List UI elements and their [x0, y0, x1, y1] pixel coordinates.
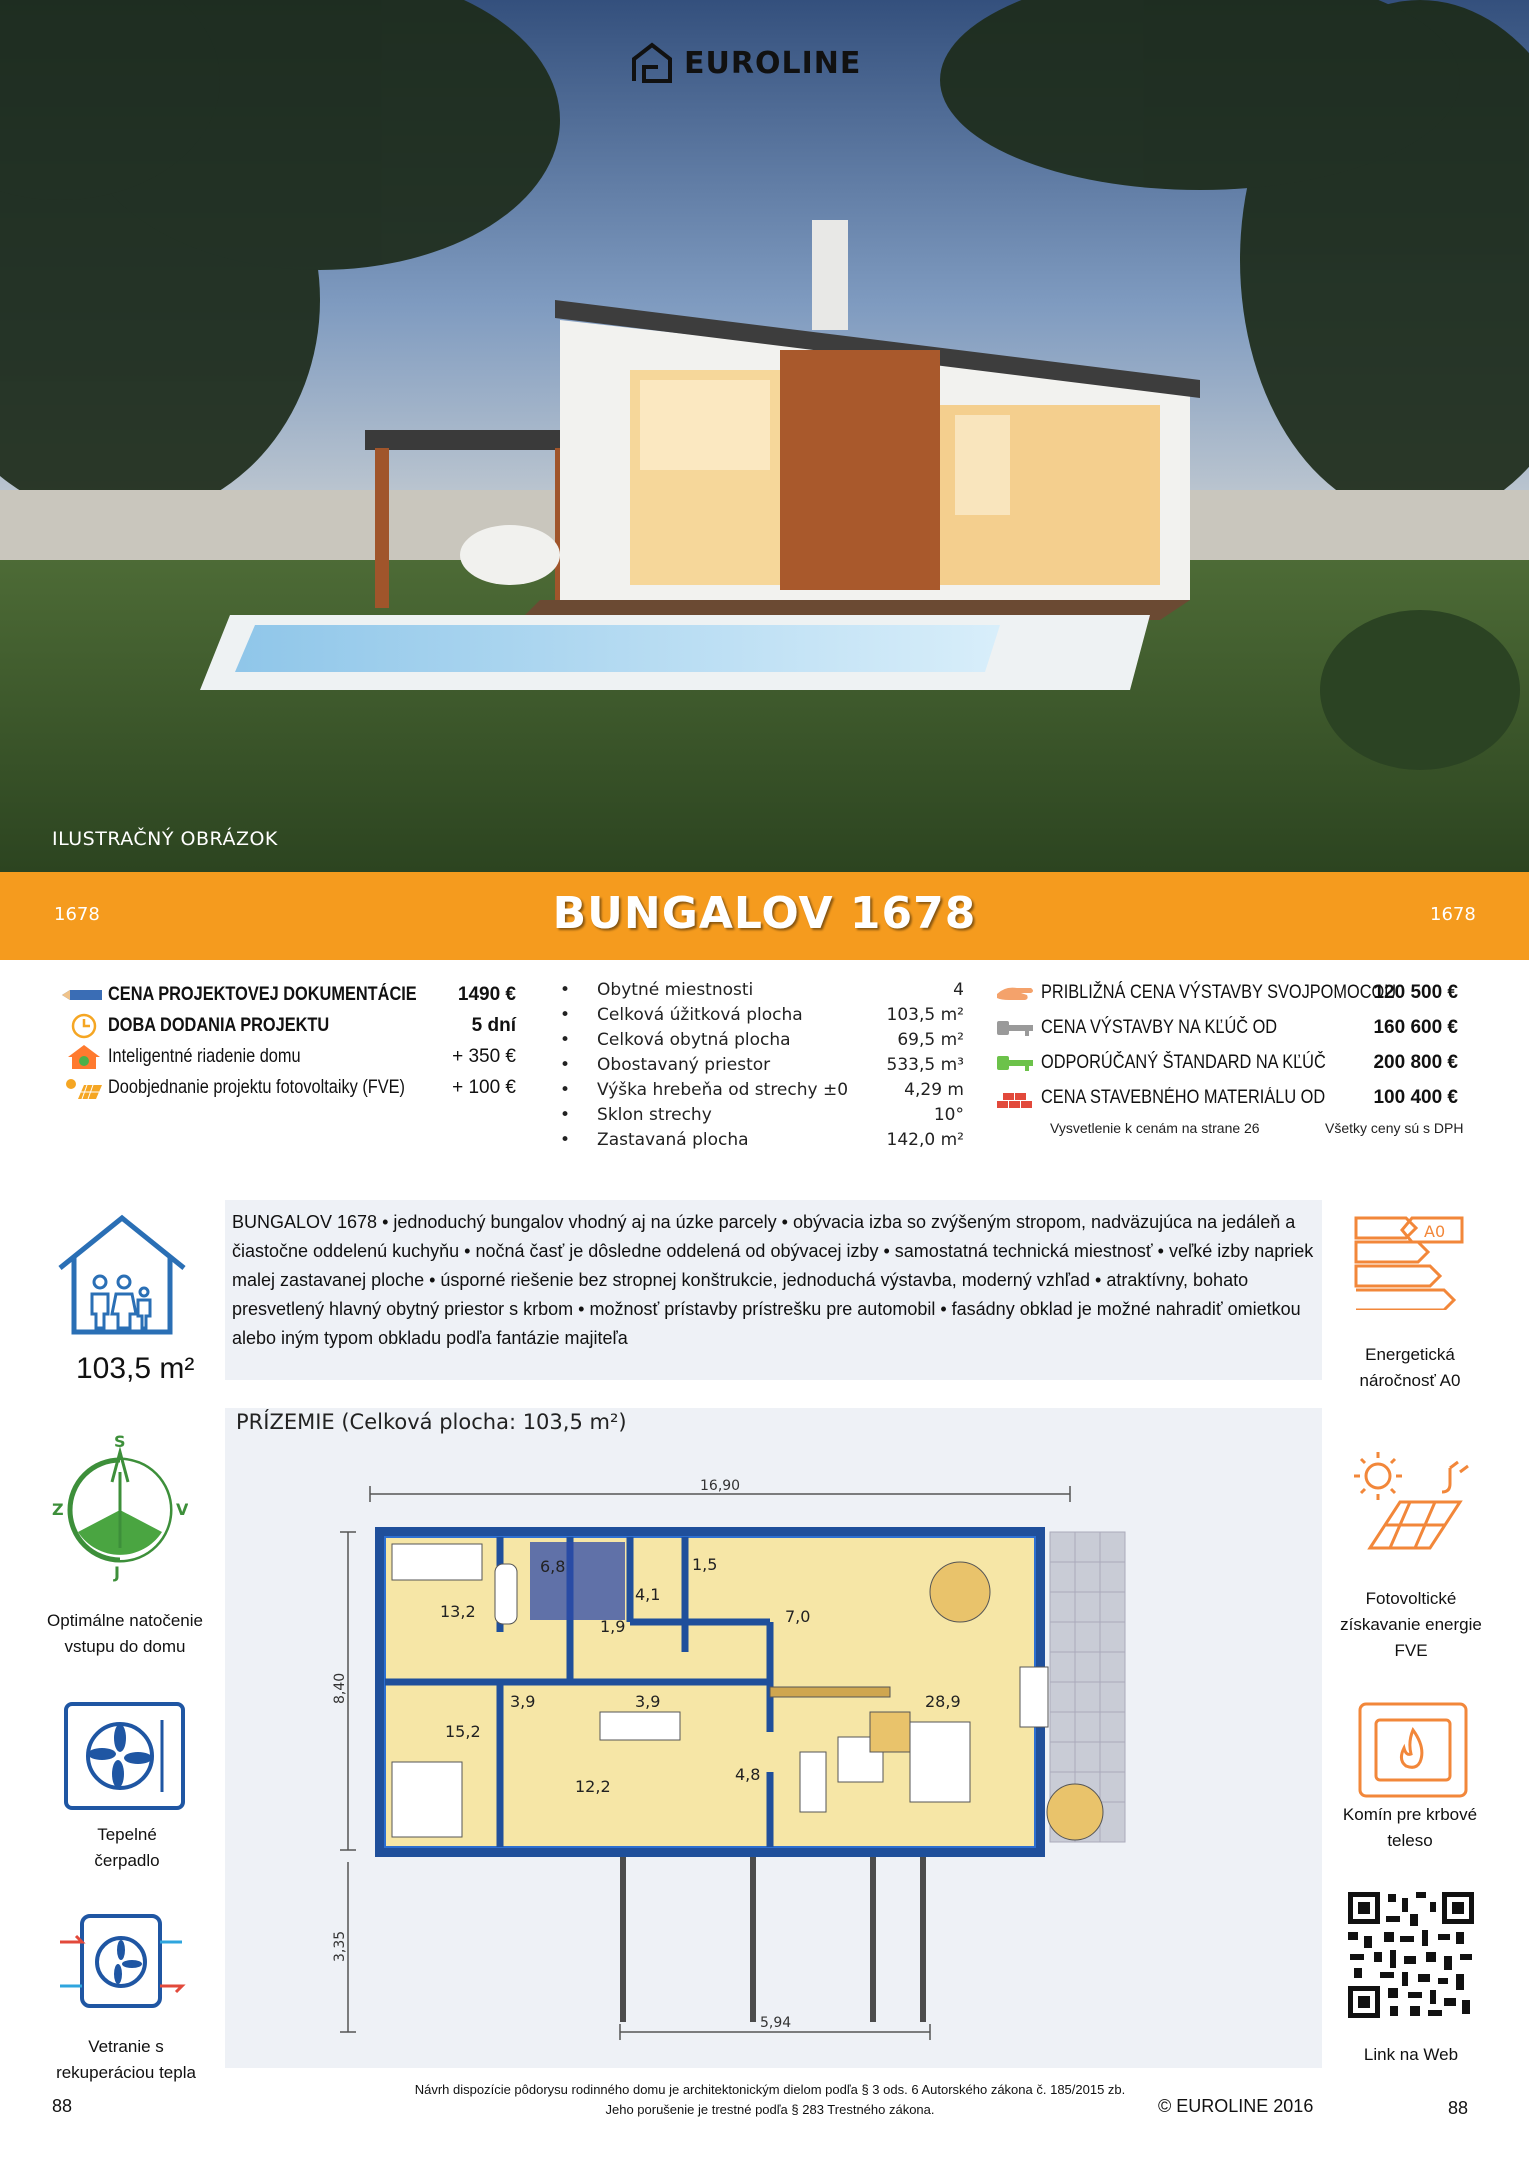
price-label: ODPORÚČANÝ ŠTANDARD NA KĽÚČ [1041, 1052, 1326, 1073]
param-label: • Zastavaná plocha [560, 1130, 749, 1150]
param-value: 4 [953, 980, 964, 1000]
param-value: 10° [933, 1105, 964, 1125]
param-label: • Celková obytná plocha [560, 1030, 791, 1050]
info-label: DOBA DODANIA PROJEKTU [108, 1015, 330, 1036]
solar-panel-icon [62, 1075, 102, 1101]
info-value: 1490 € [457, 984, 516, 1005]
heat-pump-label: Tepelné čerpadlo [94, 1825, 160, 1870]
recuperation-label: Vetranie s rekuperáciou tepla [56, 2037, 196, 2082]
energy-label-icon [1352, 1214, 1466, 1310]
brand-name: EUROLINE [684, 45, 862, 81]
price-row [995, 1050, 1351, 1076]
family-house-icon [52, 1210, 192, 1340]
project-code-right: 1678 [1430, 904, 1476, 925]
floor-plan-title: PRÍZEMIE (Celková plocha: 103,5 m²) [236, 1410, 627, 1434]
house-description: BUNGALOV 1678 • jednoduchý bungalov vhodný aj na úzke parcely • obývacia izba so zvýšeným stropom, nadväzujúca na jedáleň a čiastočne oddelenú kuchyňu • nočná časť je dôsledne oddelená od obývacej izby • samostatná technická miestnosť • veľké izby napriek malej zastavanej ploche • úsporné riešenie bez stropnej konštrukcie, jednoduchá výstavba, moderný vzhľad • atraktívny, bohato presvetlený hlavný obytný priestor s krbom • možnosť prístavby prístrešku pre automobil • fasádny obklad je možné nahradiť omietkou alebo iným typom obkladu podľa fantázie majiteľa [232, 1212, 1314, 1348]
room-area: 3,9 [510, 1692, 536, 1711]
room-area: 6,8 [540, 1557, 566, 1576]
legal-line: Jeho porušenie je trestné podľa § 283 Trestného zákona. [605, 2102, 935, 2117]
dim-height-lower: 3,35 [332, 1930, 348, 1962]
brand-logo [630, 38, 861, 88]
param-value: 69,5 m² [897, 1030, 964, 1050]
room-area: 1,9 [600, 1617, 626, 1636]
hero-caption: ILUSTRAČNÝ OBRÁZOK [52, 828, 278, 850]
price-row [995, 980, 1397, 1006]
project-code-left: 1678 [54, 904, 100, 925]
hero-image [0, 0, 1529, 872]
info-label: CENA PROJEKTOVEJ DOKUMENTÁCIE [108, 984, 417, 1005]
orientation-label: Optimálne natočenie vstupu do domu [47, 1611, 203, 1656]
key-gray-icon [995, 1015, 1035, 1041]
info-row [62, 982, 438, 1008]
qr-code-icon[interactable] [1344, 1888, 1478, 2022]
info-row [62, 1044, 438, 1070]
bricks-icon [995, 1085, 1035, 1111]
dim-height-left: 8,40 [332, 1672, 348, 1704]
param-label: • Obytné miestnosti [560, 980, 754, 1000]
param-value: 4,29 m [904, 1080, 964, 1100]
price-label: PRIBLIŽNÁ CENA VÝSTAVBY SVOJPOMOCOU [1041, 982, 1397, 1003]
param-label: • Výška hrebeňa od strechy ±0 [560, 1080, 849, 1100]
room-area: 15,2 [445, 1722, 481, 1741]
legal-line: Návrh dispozície pôdorysu rodinného domu je architektonickým dielom podľa § 3 ods. 6 Autorského zákona č. 185/2015 zb. [414, 2082, 1126, 2097]
compass-south: J [114, 1563, 120, 1582]
web-link-label[interactable]: Link na Web [1363, 2045, 1459, 2064]
room-area: 7,0 [785, 1607, 811, 1626]
compass-east: V [176, 1500, 188, 1519]
price-row [995, 1085, 1351, 1111]
compass-icon [48, 1432, 188, 1582]
smart-home-icon [62, 1044, 102, 1070]
usable-area: 103,5 m² [76, 1352, 195, 1385]
compass-north: S [114, 1432, 126, 1451]
recuperation-icon [56, 1912, 186, 2012]
price-note: Vysvetlenie k cenám na strane 26 [1050, 1120, 1260, 1136]
dim-width-top: 16,90 [700, 1478, 741, 1494]
param-value: 103,5 m² [886, 1005, 964, 1025]
price-row [995, 1015, 1351, 1041]
price-value: 160 600 € [1373, 1017, 1458, 1038]
room-area: 13,2 [440, 1602, 476, 1621]
legal-notice [400, 2080, 1140, 2120]
param-label: • Sklon strechy [560, 1105, 712, 1125]
euroline-house-icon [630, 41, 674, 85]
floor-plan [330, 1472, 1130, 2052]
price-value: 100 400 € [1373, 1087, 1458, 1108]
key-green-icon [995, 1050, 1035, 1076]
info-row [62, 1075, 438, 1101]
info-row [62, 1013, 438, 1039]
price-label: CENA VÝSTAVBY NA KĽÚČ OD [1041, 1017, 1278, 1038]
price-label: CENA STAVEBNÉHO MATERIÁLU OD [1041, 1087, 1326, 1108]
pencil-icon [62, 982, 102, 1008]
dim-width-bottom: 5,94 [760, 2015, 792, 2031]
room-area: 4,1 [635, 1585, 661, 1604]
room-area: 12,2 [575, 1777, 611, 1796]
clock-icon [62, 1013, 102, 1039]
info-label: Inteligentné riadenie domu [108, 1046, 301, 1067]
fireplace-label: Komín pre krbové teleso [1342, 1805, 1478, 1850]
page-number-left: 88 [52, 2096, 73, 2116]
info-label: Doobjednanie projektu fotovoltaiky (FVE) [108, 1077, 406, 1098]
param-value: 142,0 m² [886, 1130, 964, 1150]
room-area: 1,5 [692, 1555, 718, 1574]
house-illustration [0, 0, 1529, 872]
page-title: BUNGALOV 1678 [552, 888, 977, 939]
photovoltaic-icon [1350, 1448, 1480, 1552]
price-value: 200 800 € [1373, 1052, 1458, 1073]
energy-label: Energetická náročnosť A0 [1359, 1345, 1461, 1390]
energy-class-badge: A0 [1424, 1222, 1446, 1241]
vat-note: Všetky ceny sú s DPH [1325, 1120, 1464, 1136]
info-value: 5 dní [471, 1015, 516, 1036]
compass-west: Z [52, 1500, 64, 1519]
heat-pump-icon [62, 1700, 187, 1815]
info-value: + 100 € [452, 1077, 516, 1098]
room-area: 4,8 [735, 1765, 761, 1784]
room-area: 28,9 [925, 1692, 961, 1711]
info-value: + 350 € [452, 1046, 516, 1067]
room-area: 3,9 [635, 1692, 661, 1711]
page-number-right: 88 [1448, 2098, 1469, 2118]
fireplace-icon [1356, 1700, 1470, 1800]
price-value: 120 500 € [1373, 982, 1458, 1003]
hand-icon [995, 980, 1035, 1006]
photovoltaic-label: Fotovoltické získavanie energie FVE [1340, 1589, 1482, 1660]
copyright: © EUROLINE 2016 [1158, 2096, 1314, 2116]
param-value: 533,5 m³ [886, 1055, 964, 1075]
param-label: • Obostavaný priestor [560, 1055, 771, 1075]
param-label: • Celková úžitková plocha [560, 1005, 803, 1025]
